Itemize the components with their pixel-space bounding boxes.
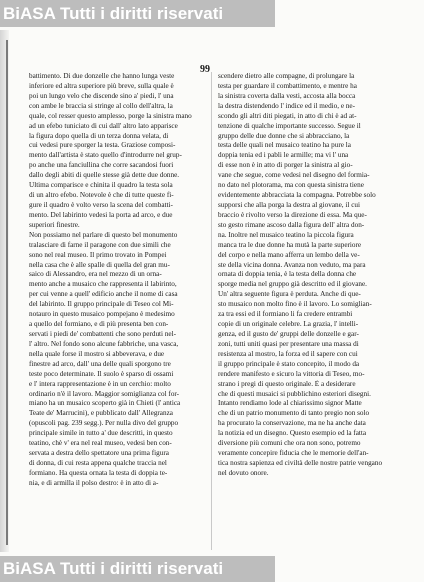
text-line: del labirinto. Il gruppo principale di Teseo col Mi- [29, 300, 174, 309]
page-binding-edge [6, 40, 8, 545]
page-number: 99 [200, 64, 210, 75]
text-line: nel dovuto onore. [218, 468, 269, 477]
text-line: nella quale forse il mostro si abbeverava, e due [29, 349, 165, 358]
text-line: di un altro efebo. Notevole è che di tutte queste fi- [29, 191, 174, 200]
text-line: (opuscoli pag. 239 segg.). Per nulla divo del gruppo [29, 419, 179, 428]
text-line: no dato nel plotorama, ma con questa sinistra tiene [218, 181, 364, 190]
text-line: braccio è rivolto verso la direzione di essa. Ma que- [218, 210, 367, 219]
text-line: scendere dietro alle compagne, di prolungare la [218, 72, 355, 80]
text-line: gure il quadro è volto verso la scena del combatti- [29, 200, 173, 209]
text-line: superiori finestre. [29, 220, 80, 229]
text-line: ordinario n'è il lavoro. Maggior somiglianza col for- [29, 389, 180, 398]
text-line: ad un efebo tuniciato di cui dall' altro lato apparisce [29, 121, 178, 130]
text-line: zoni, tutti uniti quasi per presentare una massa di [218, 339, 359, 348]
text-line: mento. Del labirinto vedesi la porta ad arco, e due [29, 210, 173, 219]
text-line: inferiore ed altra superiore più breve, sulla quale è [29, 81, 174, 90]
text-line: la destra distendendo l' indice ed il medio, e ne- [218, 101, 356, 110]
text-line: l' altro. Nel fondo sono alcune fabbriche, una vasca, [29, 339, 179, 348]
text-line: evidentemente abbracciata la compagna. Potrebbe solo [218, 191, 376, 200]
text-line: sto musaico non molto fino è il lavoro. Lo somiglian- [218, 300, 372, 309]
text-line: sporge media nel gruppo già descritto ed il giovane. [218, 280, 367, 289]
text-column-right [218, 72, 390, 550]
column-gutter [211, 72, 212, 550]
text-line: servata a destra dello spettatore una prima figura [29, 449, 169, 458]
text-line: Non possiamo nel parlare di questo bel monumento [29, 230, 178, 239]
text-line: servati i piedi de' combattenti che sono perduti nel- [29, 329, 176, 338]
text-line: ste della vicina donna. Avanza non veduto, ma para [218, 260, 366, 269]
text-line: genza, ed il gusto de' gruppi delle donzelle e gar- [218, 329, 359, 338]
text-line: Ultima comparisce e chinita il quadro la testa sola [29, 181, 173, 190]
text-line: ha procurato la conservazione, ma ne ha anche data [218, 419, 366, 428]
text-line: tica nostra sapienza ed civiltà delle nostre patrie vengano [218, 458, 383, 467]
text-line: la sinistra coverta dalla vesti, accosta alla bocca [218, 91, 356, 100]
text-line: sono nel real museo. Il primo trovato in Pompei [29, 250, 167, 259]
text-line: teste poco determinate. Il suolo è sparso di ossami [29, 369, 174, 378]
text-line: che di questi musaici si pubblichino esteriori disegni. [218, 389, 371, 398]
text-line: resistenza al mostro, la forza ed il sapere con cui [218, 349, 358, 358]
text-line: Intanto rendiamo lode al chiarissimo signor Matte [218, 399, 362, 408]
watermark-banner-bottom: BiASA Tutti i diritti riservati [0, 556, 275, 582]
text-line: Teate de' Marrucini), e pubblicato dall' Allegranza [29, 409, 173, 418]
text-line: testa delle quali nel musaico teatino ha pure la [218, 141, 351, 150]
text-line: ornata di doppia tenia, è la testa della donna che [218, 270, 357, 279]
text-line: teatino, chè v' era nel real museo, vedesi ben con- [29, 439, 172, 448]
text-column-left [29, 72, 202, 550]
text-line: di esse non è in atto di porger la sinistra al gio- [218, 161, 353, 170]
text-line: di donna, di cui resta appena qualche traccia nel [29, 458, 167, 467]
text-line: tenzione di qualche importante successo. Segue il [218, 121, 361, 130]
text-line: miano ha un musaico scoperto già in Chieti (l' antica [29, 399, 181, 408]
text-line: battimento. Di due donzelle che hanno lunga veste [29, 72, 175, 80]
text-line: finestre ad arco, dall' una delle quali sporgono tre [29, 359, 171, 368]
text-line: dallo degli abiti di quelle stesse già dette due donne. [29, 171, 180, 180]
watermark-banner-top: BiASA Tutti i diritti riservati [0, 0, 275, 27]
text-line: copie di un originale celebre. La grazia, l' intelli- [218, 320, 359, 329]
text-line: a quello del formiano, e di più presenta ben con- [29, 320, 169, 329]
text-line: notauro in questo musaico pompejano è medesimo [29, 310, 175, 319]
text-line: quale, col resser questo amplesso, porge la sinistra mano [29, 111, 192, 120]
text-line: Un' altra seguente figura è perduta. Anche di que- [218, 290, 361, 299]
text-line: mento anche a musaico che rappresenta il labirinto, [29, 280, 177, 289]
text-line: manca tra le due donne ha mutà la parte superiore [218, 240, 362, 249]
text-line: poi un lungo velo che discende sino a' piedi, l' una [29, 91, 174, 100]
text-line: za tra essi ed il formiano li fa credere entrambi [218, 310, 353, 319]
text-line: cui vedesi pure sporger la testa. Graziose composi- [29, 141, 176, 150]
text-line: sto gesto rimane ascoso dalla figura dell' altra don- [218, 220, 365, 229]
text-line: e l' intera rappresentazione è in un cerchio: molto [29, 379, 171, 388]
text-line: nia, e di armilla il polso destro: è in atto di a- [29, 478, 159, 487]
text-line: vane che segue, come vedesi nel disegno del formia- [218, 171, 370, 180]
text-line: del corpo e nella mano afferra un lembo della ve- [218, 250, 360, 259]
text-line: principale simile in tutto a' due descritti, in questo [29, 429, 173, 438]
text-line: testa per guardare il combattimento, e mentre ha [218, 81, 357, 90]
text-line: scondo gli altri diti piegati, in atto di chi è ad at- [218, 111, 357, 120]
text-line: tralasciare di farne il paragone con due simili che [29, 240, 171, 249]
text-line: formiano. Ha questa ornata la testa di doppia te- [29, 468, 168, 477]
text-line: saico di Alessandro, era nel mezzo di un orna- [29, 270, 162, 279]
text-line: per cui venne a quell' edificio anche il nome di casa [29, 290, 178, 299]
text-line: doppia tenia ed i pabli le armille; ma vi l' una [218, 151, 349, 160]
text-line: po anche una fanciullina che corre sacandosi fuori [29, 161, 174, 170]
text-line: che di un patrio monumento di tanto pregio non solo [218, 409, 370, 418]
text-line: mento dall'artista è stato quello d'introdurre nel grup- [29, 151, 182, 160]
text-line: diversione più comuni che ora non sono, potremo [218, 439, 361, 448]
text-line: con ambe le braccia si stringe al collo dell'altra, la [29, 101, 173, 110]
text-line: la figura dopo quella di un terza donna velata, di [29, 131, 169, 140]
text-line: strano i pregi di questo originale. È a desiderare [218, 379, 356, 388]
text-line: rendere manifesto e sicuro la vittoria di Teseo, mo- [218, 369, 365, 378]
text-line: veramente concepire fiducia che le memorie dell'an- [218, 449, 369, 458]
text-line: gruppo delle due donne che si abbracciano, la [218, 131, 350, 140]
text-line: supporsi che alla porga la destra al giovane, il cui [218, 200, 360, 209]
text-line: nella casa che è alle spalle di quella del gran mu- [29, 260, 170, 269]
text-line: il gruppo principale è stato concepito, il modo da [218, 359, 360, 368]
text-line: na. Inoltre nel musaico teatino la piccola figura [218, 230, 354, 239]
text-line: la notizia ed un disegno. Questo esempio ed la fatta [218, 429, 367, 438]
